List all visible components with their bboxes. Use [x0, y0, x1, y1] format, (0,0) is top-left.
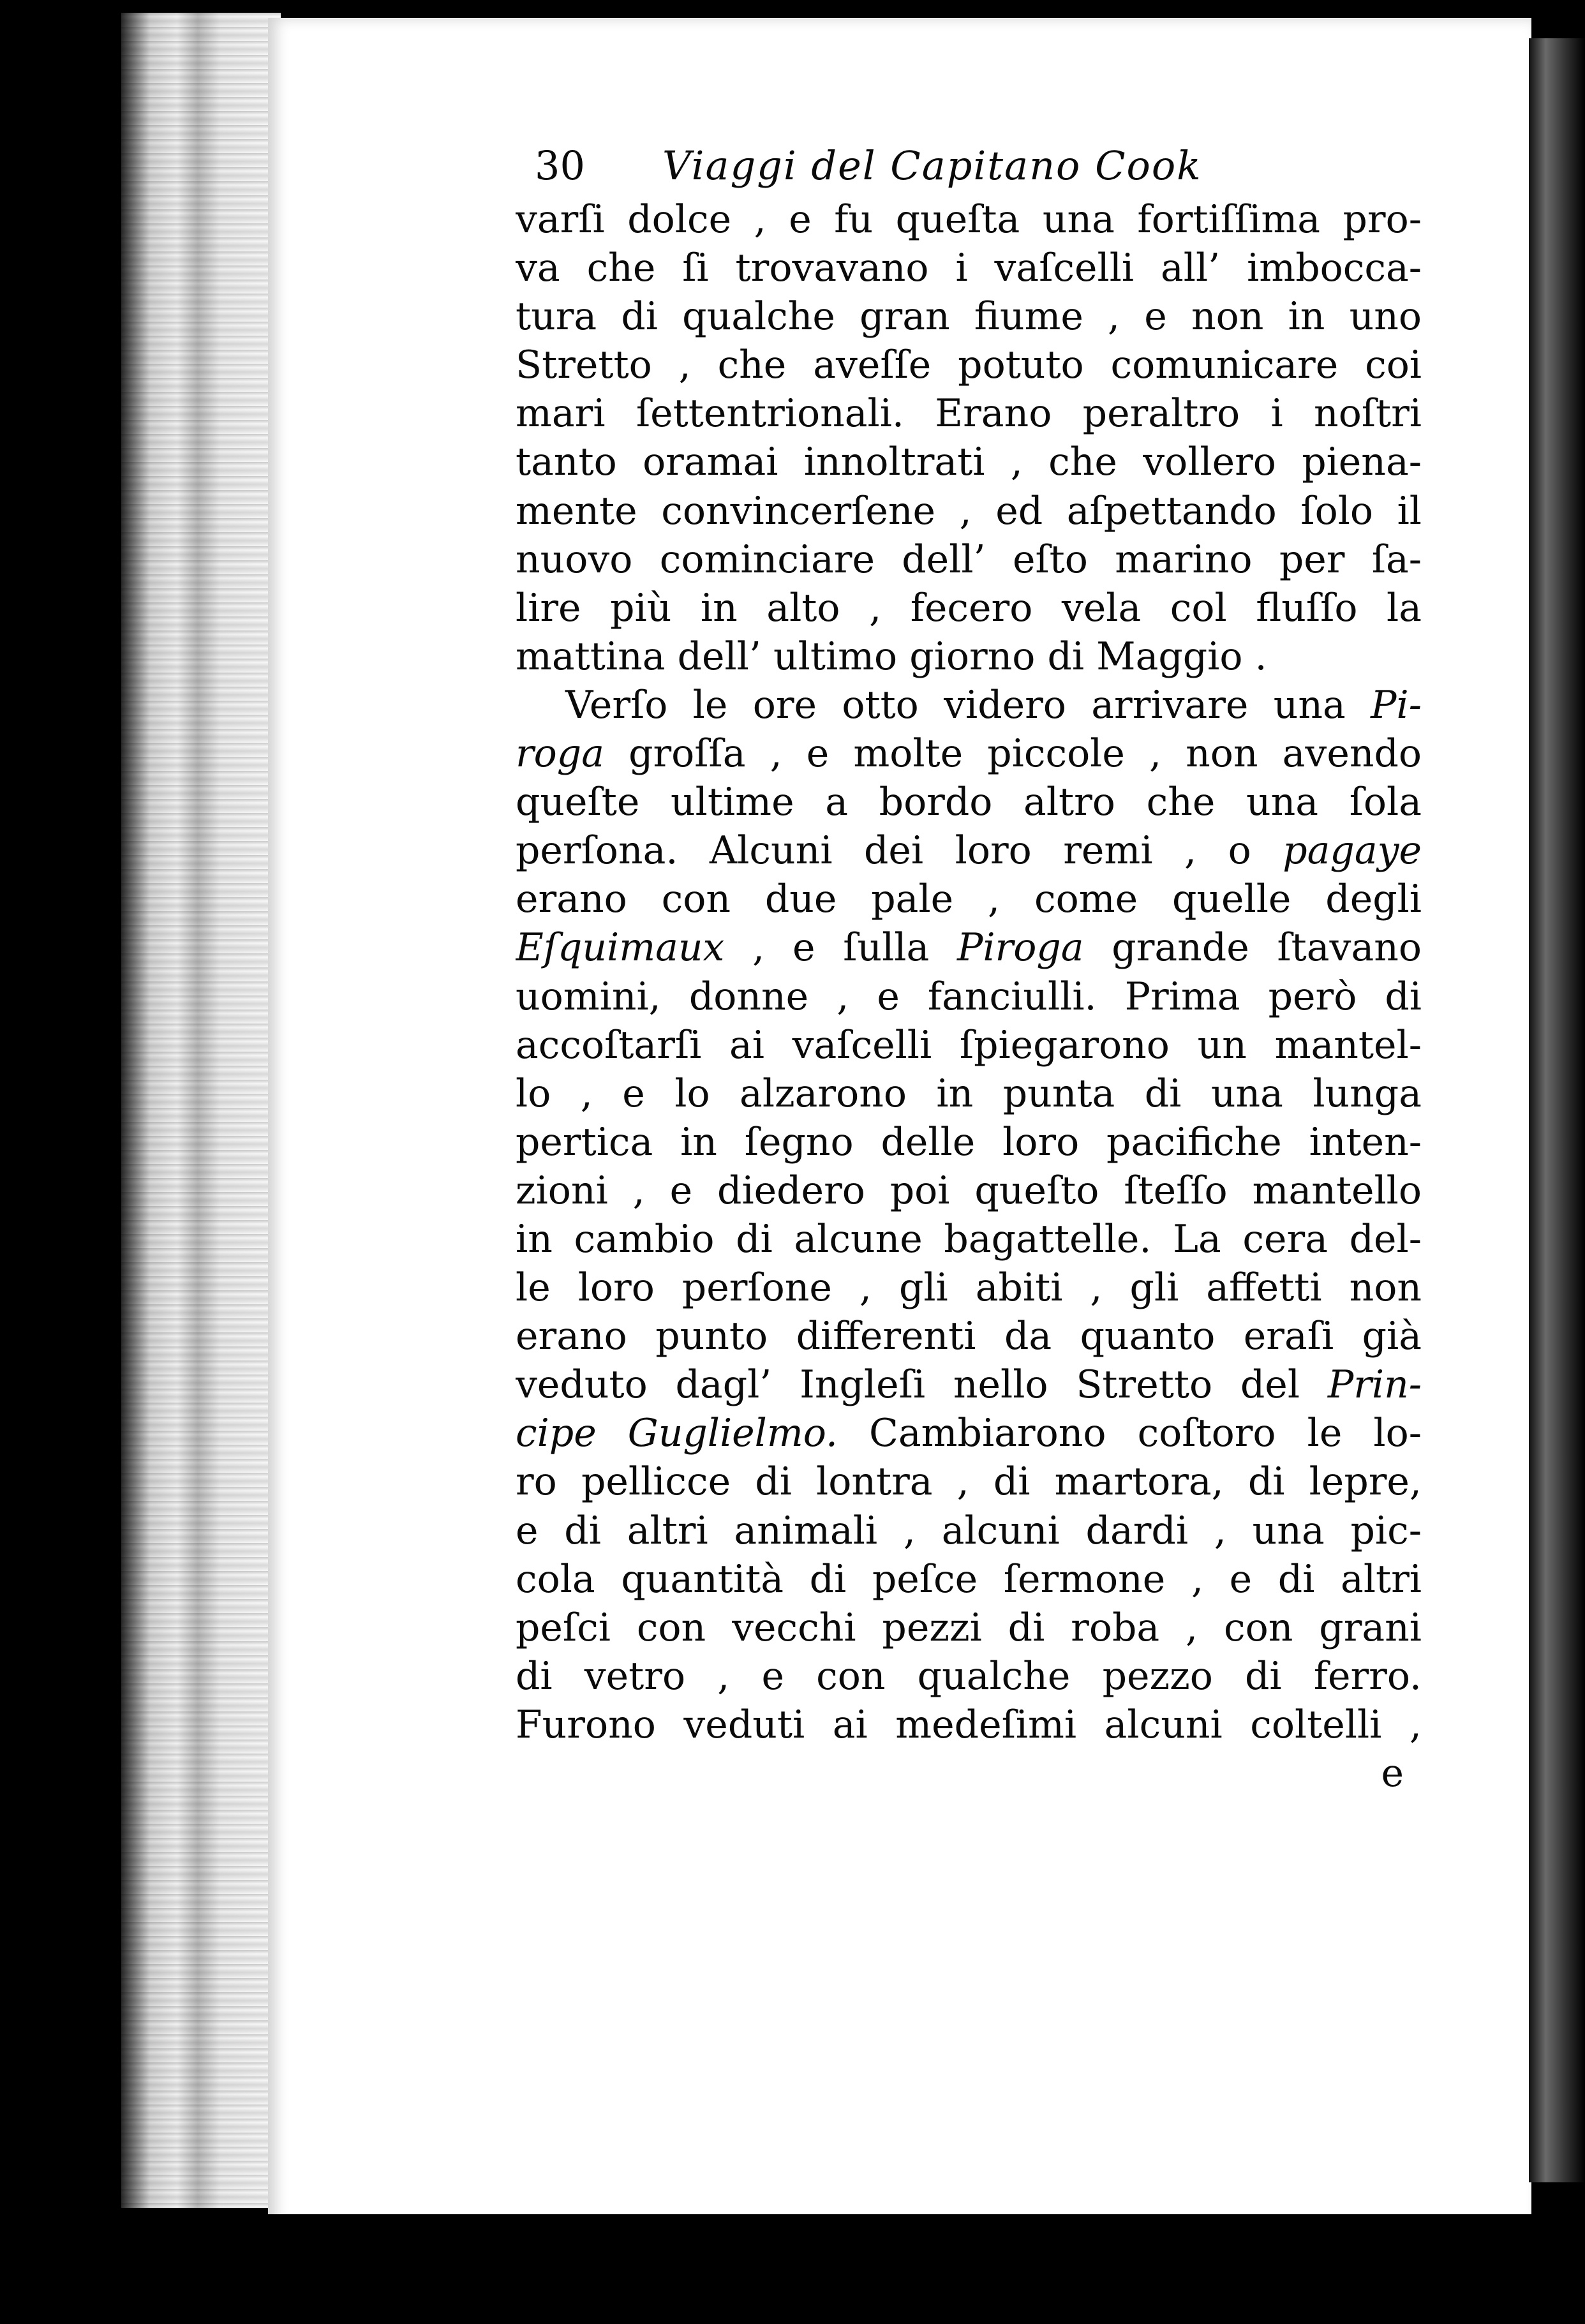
text-line — [516, 244, 1422, 292]
text-line — [516, 826, 1422, 875]
text-run: queſte ultime a bordo altro che una ſola — [516, 780, 1422, 825]
page-text-block — [516, 137, 1422, 1798]
text-line — [516, 389, 1422, 438]
text-line — [516, 681, 1422, 729]
text-run: in cambio di alcune bagattelle. La cera del- — [516, 1216, 1422, 1262]
text-run: erano con due pale , come quelle degli — [516, 877, 1422, 922]
text-run: mente convincerſene , ed aſpettando ſolo il — [516, 488, 1422, 533]
text-line — [516, 1507, 1422, 1555]
text-run: varſi dolce , e fu queſta una fortiſſima pro- — [516, 197, 1422, 242]
text-run: zioni , e diedero poi queſto ſteſſo mantello — [516, 1168, 1422, 1213]
text-line — [516, 875, 1422, 923]
text-line — [516, 1457, 1422, 1506]
text-run: Furono veduti ai medeſimi alcuni coltelli , — [516, 1702, 1422, 1747]
text-line — [516, 1409, 1422, 1457]
text-line — [516, 778, 1422, 826]
italic-text: roga — [516, 731, 604, 777]
text-run: tanto oramai innoltrati , che vollero piena- — [516, 440, 1422, 485]
text-line — [516, 1604, 1422, 1652]
scan-background-bottom — [153, 2214, 1557, 2324]
italic-text: cipe Guglielmo. — [516, 1411, 838, 1456]
text-line — [516, 1360, 1422, 1409]
page-edges-left — [121, 13, 281, 2208]
body-text — [516, 195, 1422, 1749]
text-run: pertica in ſegno delle loro pacifiche inten- — [516, 1119, 1422, 1165]
text-line — [516, 1069, 1422, 1118]
running-head — [535, 137, 1422, 195]
text-run: ro pellicce di lontra , di martora, di lepre, — [516, 1459, 1422, 1505]
text-run: lire più in alto , fecero vela col fluſſo la — [516, 585, 1422, 630]
text-run: veduto dagl’ Ingleſi nello Stretto del — [516, 1362, 1328, 1408]
text-run: accoſtarſi ai vaſcelli ſpiegarono un mantel- — [516, 1022, 1422, 1068]
italic-text: Pi- — [1371, 682, 1422, 727]
text-line — [516, 584, 1422, 632]
text-run: groſſa , e molte piccole , non avendo — [604, 731, 1422, 777]
text-run: di vetro , e con qualche pezzo di ferro. — [516, 1653, 1422, 1699]
text-run: Cambiarono coſtoro le lo- — [837, 1411, 1422, 1456]
text-run: va che ſi trovavano i vaſcelli all’ imbocca- — [516, 246, 1422, 291]
text-run: e di altri animali , alcuni dardi , una pic- — [516, 1508, 1422, 1553]
page-edge-right — [1529, 38, 1585, 2182]
running-title: Viaggi del Capitano Cook — [662, 142, 1202, 189]
text-run: nuovo cominciare dell’ eſto marino per ſa- — [516, 537, 1422, 582]
text-line — [516, 1652, 1422, 1701]
text-run: mari ſettentrionali. Erano peraltro i noſtri — [516, 391, 1422, 436]
text-line — [516, 438, 1422, 486]
text-run: Stretto , che aveſſe potuto comunicare coi — [516, 343, 1422, 388]
text-line — [516, 923, 1422, 972]
text-line — [516, 1312, 1422, 1360]
italic-text: Piroga — [957, 925, 1084, 971]
text-line — [516, 1166, 1422, 1215]
text-run: grande ſtavano — [1083, 925, 1422, 971]
text-line — [516, 341, 1422, 389]
text-line — [516, 1118, 1422, 1166]
text-line — [516, 1215, 1422, 1263]
text-run: tura di qualche gran fiume , e non in uno — [516, 294, 1422, 339]
page-number: 30 — [535, 142, 585, 189]
text-line — [516, 195, 1422, 244]
text-run: le loro perſone , gli abiti , gli affetti non — [516, 1265, 1422, 1311]
text-run: erano punto differenti da quanto eraſi già — [516, 1314, 1422, 1359]
text-run: , e ſulla — [724, 925, 957, 971]
text-line — [516, 1701, 1422, 1749]
text-run: peſci con vecchi pezzi di roba , con grani — [516, 1605, 1422, 1650]
text-line — [516, 972, 1422, 1021]
italic-text: Eſquimaux — [516, 925, 725, 971]
text-line — [516, 1021, 1422, 1069]
catchword: e — [1381, 1751, 1404, 1796]
text-run: mattina dell’ ultimo giorno di Maggio . — [516, 634, 1267, 679]
text-line — [516, 632, 1422, 681]
text-line — [516, 1555, 1422, 1604]
text-run: Verſo le ore otto videro arrivare una — [565, 682, 1371, 727]
text-run: cola quantità di peſce ſermone , e di altri — [516, 1556, 1422, 1602]
text-run: lo , e lo alzarono in punta di una lunga — [516, 1071, 1422, 1116]
text-line — [516, 1263, 1422, 1312]
text-line — [516, 292, 1422, 341]
text-run: uomini, donne , e fanciulli. Prima però di — [516, 974, 1422, 1019]
italic-text: Prin- — [1327, 1362, 1422, 1408]
text-line — [516, 535, 1422, 584]
italic-text: pagaye — [1283, 828, 1422, 874]
text-line — [516, 729, 1422, 778]
text-line — [516, 487, 1422, 535]
text-run: perſona. Alcuni dei loro remi , o — [516, 828, 1283, 874]
